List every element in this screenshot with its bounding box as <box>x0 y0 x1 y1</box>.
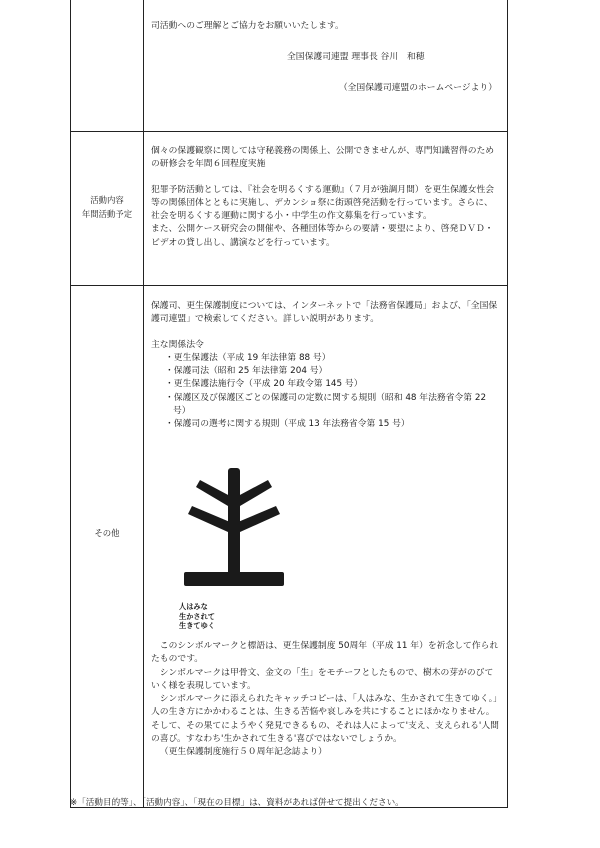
activity-para-3: また、公開ケース研究会の開催や、各種団体等からの要請・要望により、啓発ＤＶＤ・ビデオの貸し出し、講演などを行っています。 <box>151 224 494 248</box>
column-divider <box>143 0 144 807</box>
desc-source: （更生保護制度施行５０周年記念誌より） <box>159 747 327 758</box>
law-item: ・保護司の選考に関する規則（平成 13 年法務省令第 15 号） <box>165 419 410 430</box>
symbol-description <box>151 640 501 760</box>
row1-text: 司活動へのご理解とご協力をお願いいたします。 <box>151 21 344 31</box>
label-annual-schedule: 年間活動予定 <box>81 209 133 219</box>
desc-para-2: シンボルマークは甲骨文、金文の「生」をモチーフとしたもので、樹木の芽がのびていく様を表現しています。 <box>151 667 494 691</box>
slogan-line: 人はみな <box>179 602 208 611</box>
symbol-mark-sprout-icon <box>184 468 284 596</box>
signature: 全国保護司連盟 理事長 谷川 和穂 <box>287 52 425 63</box>
label-activity: 活動内容 <box>90 195 124 205</box>
slogan <box>179 602 215 631</box>
law-item: ・更生保護法施行令（平成 20 年政令第 145 号） <box>165 379 363 390</box>
row3-label: その他 <box>94 528 120 538</box>
footnote: ※「活動目的等」、「活動内容」、「現在の目標」は、資料があれば併せて提出ください。 <box>70 798 404 808</box>
row3-content <box>151 300 501 432</box>
slogan-line: 生きてゆく <box>179 621 215 630</box>
row2-content <box>151 145 501 250</box>
row-divider <box>71 285 507 286</box>
desc-para-1: このシンボルマークと標語は、更生保護制度 50周年（平成 11 年）を祈念して作られたものです。 <box>151 641 499 665</box>
slogan-line: 生かされて <box>179 611 215 621</box>
law-item: ・保護司法（昭和 25 年法律第 204 号） <box>165 366 328 377</box>
intro-text: 保護司、更生保護制度については、インターネットで「法務省保護局」および、「全国保護司連盟」で検索してください。詳しい説明があります。 <box>151 301 498 325</box>
source-note: （全国保護司連盟のホームページより） <box>338 82 497 93</box>
activity-para-2: 犯罪予防活動としては、『社会を明るくする運動』（７月が強調月間）を更生保護女性会等の関係団体とともに実施し、デカンショ祭に街頭啓発活動を行っています。さらに、社会を明るくする運動に関する小・中学生の作文募集を行っています。 <box>151 184 495 222</box>
law-item: ・保護区及び保護区ごとの保護司の定数に関する規則（昭和 48 年法務省令第 22 号） <box>165 392 487 417</box>
info-table <box>70 0 508 808</box>
row-divider <box>71 131 507 132</box>
row2-label <box>71 193 143 221</box>
activity-para-1: 個々の保護観察に関しては守秘義務の関係上、公開できませんが、専門知識習得のための研修会を年間６回程度実施 <box>151 146 495 170</box>
row1-content <box>151 20 501 95</box>
laws-title: 主な関係法令 <box>151 339 204 350</box>
desc-para-3: シンボルマークに添えられたキャッチコピーは、「人はみな、生かされて生きてゆく。」人の生き方にかかわることは、生きる苦悩や哀しみを共にすることにほかなりません。そして、その果てにようやく発見できるもの、それは人によって'支え、支えられる'人間の喜び。すなわち'生かされて生きる'喜びではないでしょうか。 <box>151 694 499 745</box>
law-item: ・更生保護法（平成 19 年法律第 88 号） <box>165 352 331 363</box>
